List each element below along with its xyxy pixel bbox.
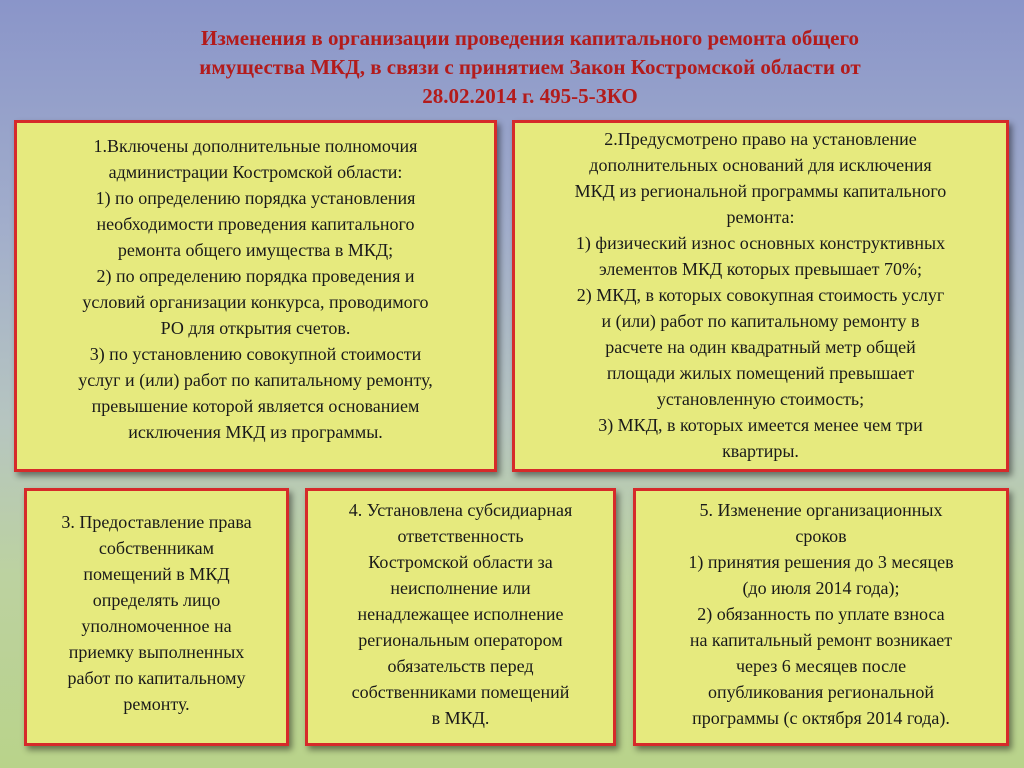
- box1-line: администрации Костромской области:: [108, 162, 403, 182]
- box4-line: ненадлежащее исполнение: [357, 604, 564, 624]
- box2-line: элементов МКД которых превышает 70%;: [598, 259, 923, 279]
- box2-line: и (или) работ по капитальному ремонту в: [601, 311, 920, 331]
- box3-line: ремонту.: [123, 694, 190, 714]
- box4-line: региональным оператором: [358, 630, 563, 650]
- slide-title: [110, 24, 950, 111]
- box-owners-right: [24, 488, 289, 746]
- box2-line: квартиры.: [722, 441, 799, 461]
- box4-line: неисполнение или: [390, 578, 531, 598]
- box1-line: 3) по установлению совокупной стоимости: [89, 344, 422, 364]
- box1-line: превышение которой является основанием: [91, 396, 420, 416]
- box5-line: программы (с октября 2014 года).: [692, 708, 950, 728]
- title-line-3: 28.02.2014 г. 495-5-ЗКО: [422, 84, 638, 108]
- box1-line: условий организации конкурса, проводимого: [82, 292, 429, 312]
- box4-line: Костромской области за: [368, 552, 553, 572]
- box3-line: помещений в МКД: [83, 564, 230, 584]
- box1-line: 1) по определению порядка установления: [95, 188, 416, 208]
- box3-line: приемку выполненных: [68, 642, 245, 662]
- box5-line: 5. Изменение организационных: [699, 500, 943, 520]
- box5-line: через 6 месяцев после: [735, 656, 907, 676]
- box2-line: 1) физический износ основных конструктивных: [575, 233, 946, 253]
- box5-line: опубликования региональной: [707, 682, 935, 702]
- box2-line: 2.Предусмотрено право на установление: [604, 129, 917, 149]
- box-deadline-changes: [633, 488, 1009, 746]
- box3-line: собственникам: [98, 538, 215, 558]
- box2-line: площади жилых помещений превышает: [606, 363, 915, 383]
- box1-line: 1.Включены дополнительные полномочия: [93, 136, 418, 156]
- title-line-1: Изменения в организации проведения капитального ремонта общего: [201, 26, 859, 50]
- box3-line: определять лицо: [92, 590, 221, 610]
- box1-line: услуг и (или) работ по капитальному ремонту,: [78, 370, 433, 390]
- box1-line: РО для открытия счетов.: [160, 318, 351, 338]
- box4-line: обязательств перед: [387, 656, 534, 676]
- box2-line: 3) МКД, в которых имеется менее чем три: [598, 415, 923, 435]
- box5-line: сроков: [795, 526, 847, 546]
- box2-line: ремонта:: [726, 207, 795, 227]
- title-line-2: имущества МКД, в связи с принятием Закон Костромской области от: [199, 55, 861, 79]
- box3-line: уполномоченное на: [81, 616, 232, 636]
- box1-line: 2) по определению порядка проведения и: [96, 266, 415, 286]
- box2-line: 2) МКД, в которых совокупная стоимость услуг: [576, 285, 945, 305]
- box-additional-powers: [14, 120, 497, 472]
- box1-line: ремонта общего имущества в МКД;: [117, 240, 394, 260]
- box5-line: 2) обязанность по уплате взноса: [697, 604, 945, 624]
- box3-line: работ по капитальному: [67, 668, 246, 688]
- box4-line: ответственность: [397, 526, 524, 546]
- box5-line: (до июля 2014 года);: [742, 578, 900, 598]
- box2-line: установленную стоимость;: [656, 389, 865, 409]
- box-exclusion-grounds: [512, 120, 1009, 472]
- box5-line: 1) принятия решения до 3 месяцев: [688, 552, 954, 572]
- box1-line: исключения МКД из программы.: [128, 422, 383, 442]
- box1-line: необходимости проведения капитального: [96, 214, 415, 234]
- box5-line: на капитальный ремонт возникает: [689, 630, 953, 650]
- box3-line: 3. Предоставление права: [61, 512, 252, 532]
- box4-line: в МКД.: [431, 708, 490, 728]
- box2-line: дополнительных оснований для исключения: [589, 155, 932, 175]
- box2-line: расчете на один квадратный метр общей: [605, 337, 916, 357]
- box4-line: 4. Установлена субсидиарная: [348, 500, 573, 520]
- box4-line: собственниками помещений: [351, 682, 570, 702]
- box2-line: МКД из региональной программы капитального: [574, 181, 947, 201]
- box-subsidiary-liability: [305, 488, 616, 746]
